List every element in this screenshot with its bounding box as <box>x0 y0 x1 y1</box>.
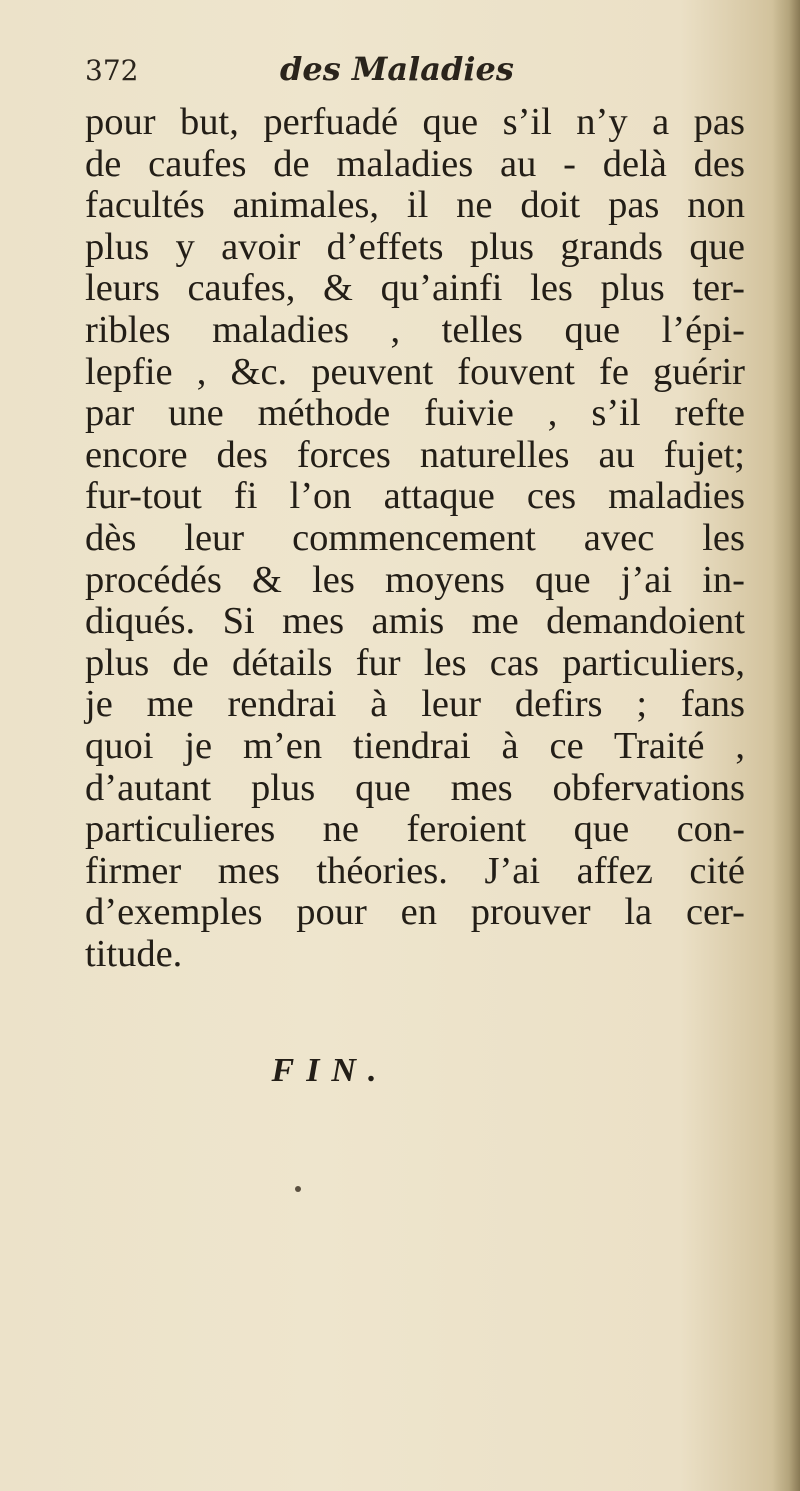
text-line: par une méthode fuivie , s’il refte <box>85 392 745 435</box>
text-line: facultés animales, il ne doit pas non <box>85 184 745 227</box>
text-line: procédés & les moyens que j’ai in- <box>85 558 745 601</box>
text-line: d’exemples pour en prouver la cer- <box>85 891 745 934</box>
text-line: je me rendrai à leur defirs ; fans <box>85 683 745 726</box>
text-line: leurs caufes, & qu’ainfi les plus ter- <box>85 267 745 310</box>
text-line: d’autant plus que mes obfervations <box>85 766 745 809</box>
ink-speck <box>295 1186 301 1192</box>
fin-mark: FIN. <box>271 1052 389 1089</box>
text-line: plus y avoir d’effets plus grands que <box>85 225 745 268</box>
text-line: ribles maladies , telles que l’épi- <box>85 308 745 351</box>
text-line: plus de détails fur les cas particuliers, <box>85 641 745 684</box>
text-line: firmer mes théories. J’ai affez cité <box>85 849 745 892</box>
text-line: particulieres ne feroient que con- <box>85 808 745 851</box>
text-line: quoi je m’en tiendrai à ce Traité , <box>85 724 745 767</box>
text-line: dès leur commencement avec les <box>85 516 745 559</box>
text-line: pour but, perfuadé que s’il n’y a pas <box>85 101 745 143</box>
text-line: diqués. Si mes amis me demandoient <box>85 600 745 643</box>
body-text <box>85 102 745 975</box>
page-edge-shadow <box>772 0 800 1491</box>
text-line: encore des forces naturelles au fujet; <box>85 433 745 476</box>
running-head: des Maladies <box>280 50 514 88</box>
text-line: de caufes de maladies au - delà des <box>85 142 745 185</box>
page-header <box>85 50 645 100</box>
text-line: lepfie , &c. peuvent fouvent fe guérir <box>85 350 745 393</box>
page-number: 372 <box>85 54 139 87</box>
text-line-last: titude. <box>85 932 183 975</box>
text-line: fur-tout fi l’on attaque ces maladies <box>85 475 745 518</box>
